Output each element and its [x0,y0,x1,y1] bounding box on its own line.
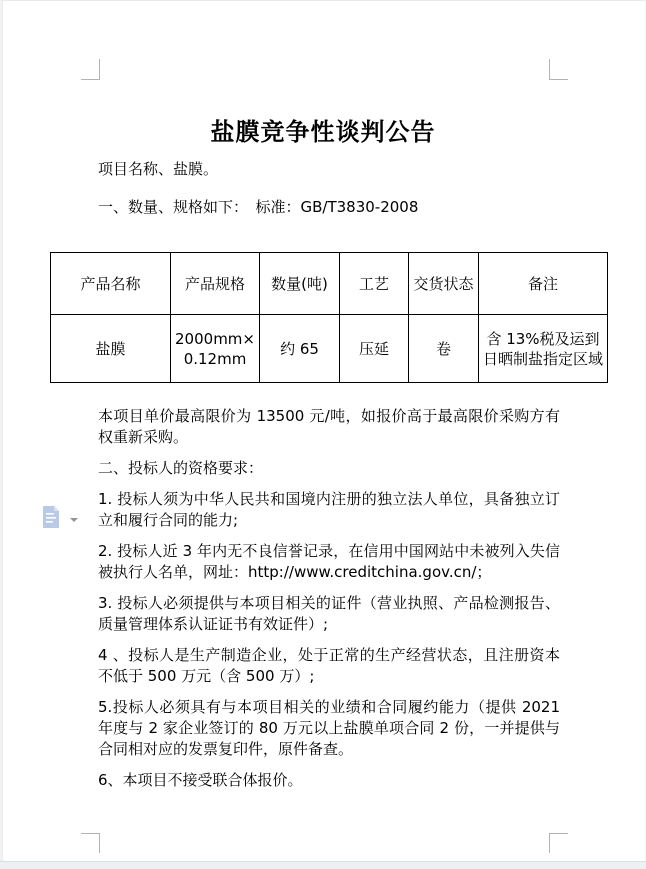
page-edge-top [0,0,646,1]
table-header-cell: 交货状态 [409,253,479,315]
intro-line-project-name: 项目名称、盐膜。 [98,160,219,178]
product-spec-table [50,252,608,383]
paragraph: 5.投标人必须具有与本项目相关的业绩和合同履约能力（提供 2021 年度与 2 家企业签订的 80 万元以上盐膜单项合同 2 份，一并提供与合同相对应的发票复印件，原件备查。 [98,698,560,758]
table-header-cell: 备注 [479,253,608,315]
table-header-cell: 产品规格 [171,253,260,315]
paragraph: 4 、投标人是生产制造企业，处于正常的生产经营状态，且注册资本不低于 500 万元（含 500 万）; [98,646,560,685]
table-header-cell: 工艺 [340,253,409,315]
paragraph: 二、投标人的资格要求： [98,459,264,477]
table-cell: 2000mm×0.12mm [171,315,260,383]
body-paragraphs [98,406,560,801]
table-cell: 含 13%税及运到日晒制盐指定区域 [479,315,608,383]
table-cell: 压延 [340,315,409,383]
document-title: 盐膜竞争性谈判公告 [210,118,436,146]
paragraph: 1. 投标人须为中华人民共和国境内注册的独立法人单位，具备独立订立和履行合同的能力; [98,490,560,529]
table-body [51,315,608,383]
table-cell: 约 65 [260,315,340,383]
table-cell: 卷 [409,315,479,383]
table-header-cell: 数量(吨) [260,253,340,315]
table-header-cell: 产品名称 [51,253,171,315]
paragraph: 本项目单价最高限价为 13500 元/吨，如报价高于最高限价采购方有权重新采购。 [98,407,560,446]
table-header-row [51,253,608,315]
table-row [51,315,608,383]
margin-corner-mark-top-left [81,59,100,80]
chevron-down-icon[interactable] [70,518,78,522]
margin-marker[interactable] [42,506,82,532]
margin-corner-mark-bottom-right [549,833,568,853]
paragraph: 6、本项目不接受联合体报价。 [98,771,303,789]
margin-corner-mark-bottom-left [81,833,100,853]
document-icon[interactable] [42,506,60,528]
margin-corner-mark-top-right [549,59,568,80]
intro-line-quantity-spec: 一、数量、规格如下： 标准：GB/T3830-2008 [98,198,419,216]
paragraph: 3. 投标人必须提供与本项目相关的证件（营业执照、产品检测报告、质量管理体系认证证书有效证件）; [98,594,560,633]
paragraph: 2. 投标人近 3 年内无不良信誉记录，在信用中国网站中未被列入失信被执行人名单，网址：http://www.creditchina.gov.cn/； [98,542,560,581]
table-cell: 盐膜 [51,315,171,383]
